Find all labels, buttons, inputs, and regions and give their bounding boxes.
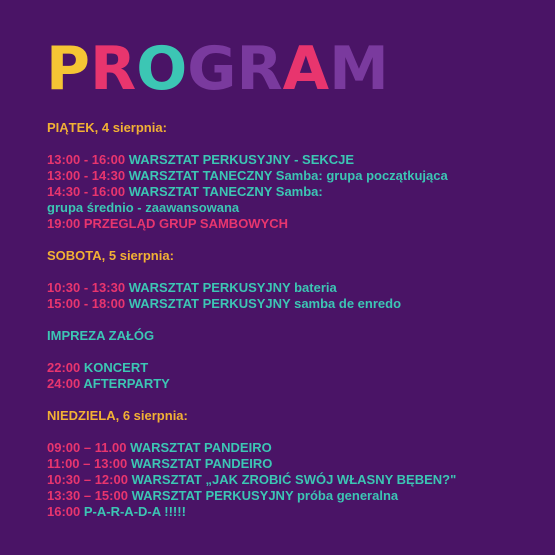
- schedule-row: [47, 504, 547, 520]
- schedule-row: [47, 488, 547, 504]
- friday-list: [47, 152, 547, 232]
- saturday-heading: SOBOTA, 5 sierpnia:: [47, 248, 174, 263]
- schedule-time: 19:00: [47, 216, 81, 231]
- party-heading: IMPREZA ZAŁÓG: [47, 328, 155, 343]
- schedule-activity: WARSZTAT TANECZNY Samba: grupa początkująca: [128, 168, 448, 183]
- title-letter: M: [329, 34, 389, 104]
- schedule-time: 13:00 - 16:00: [47, 152, 126, 167]
- schedule-activity: WARSZTAT PANDEIRO: [130, 456, 273, 471]
- schedule-time: 13:00 - 14:30: [47, 168, 126, 183]
- schedule-activity: WARSZTAT „JAK ZROBIĆ SWÓJ WŁASNY BĘBEN?": [131, 472, 457, 487]
- schedule-time: 09:00 – 11.00: [47, 440, 127, 455]
- sunday-list: [47, 440, 547, 520]
- schedule-time: 22:00: [47, 360, 81, 375]
- schedule-row: [47, 376, 547, 392]
- schedule-row: [47, 152, 547, 168]
- friday-heading: PIĄTEK, 4 sierpnia:: [47, 120, 167, 135]
- schedule-time: 11:00 – 13:00: [47, 456, 128, 471]
- schedule-activity: P-A-R-A-D-A !!!!!: [83, 504, 186, 519]
- schedule-row: [47, 184, 547, 200]
- schedule-activity: KONCERT: [83, 360, 149, 375]
- schedule-time: 13:30 – 15:00: [47, 488, 128, 503]
- schedule-activity: WARSZTAT PERKUSYJNY próba generalna: [131, 488, 399, 503]
- schedule-activity: WARSZTAT TANECZNY Samba:: [128, 184, 323, 199]
- schedule-row: [47, 456, 547, 472]
- schedule-row: [47, 360, 547, 376]
- program-title: [46, 34, 389, 104]
- schedule-activity: WARSZTAT PERKUSYJNY - SEKCJE: [128, 152, 355, 167]
- schedule-row: [47, 440, 547, 456]
- sunday-heading: NIEDZIELA, 6 sierpnia:: [47, 408, 188, 423]
- schedule-time: 14:30 - 16:00: [47, 184, 126, 199]
- schedule-activity: WARSZTAT PANDEIRO: [130, 440, 272, 455]
- schedule-activity: WARSZTAT PERKUSYJNY samba de enredo: [128, 296, 402, 311]
- schedule-activity: grupa średnio - zaawansowana: [47, 200, 240, 215]
- title-letter: P: [46, 34, 90, 104]
- party-list: [47, 360, 547, 392]
- schedule-time: 24:00: [47, 376, 81, 391]
- schedule-time: 15:00 - 18:00: [47, 296, 126, 311]
- schedule-activity: AFTERPARTY: [83, 376, 170, 391]
- schedule-time: 10:30 - 13:30: [47, 280, 126, 295]
- schedule-row: [47, 296, 547, 312]
- saturday-list: [47, 280, 547, 312]
- schedule: [47, 120, 547, 520]
- schedule-row: [47, 472, 547, 488]
- schedule-row: [47, 280, 547, 296]
- title-letter: A: [282, 34, 330, 104]
- schedule-row: [47, 168, 547, 184]
- title-letter: R: [89, 34, 137, 104]
- title-letter: G: [187, 34, 237, 104]
- schedule-activity: WARSZTAT PERKUSYJNY bateria: [128, 280, 337, 295]
- schedule-activity: PRZEGLĄD GRUP SAMBOWYCH: [83, 216, 289, 231]
- title-letter: R: [236, 34, 283, 104]
- schedule-time: 10:30 – 12:00: [47, 472, 128, 487]
- schedule-time: 16:00: [47, 504, 81, 519]
- schedule-row: [47, 200, 547, 216]
- schedule-row: [47, 216, 547, 232]
- title-letter: O: [136, 34, 188, 104]
